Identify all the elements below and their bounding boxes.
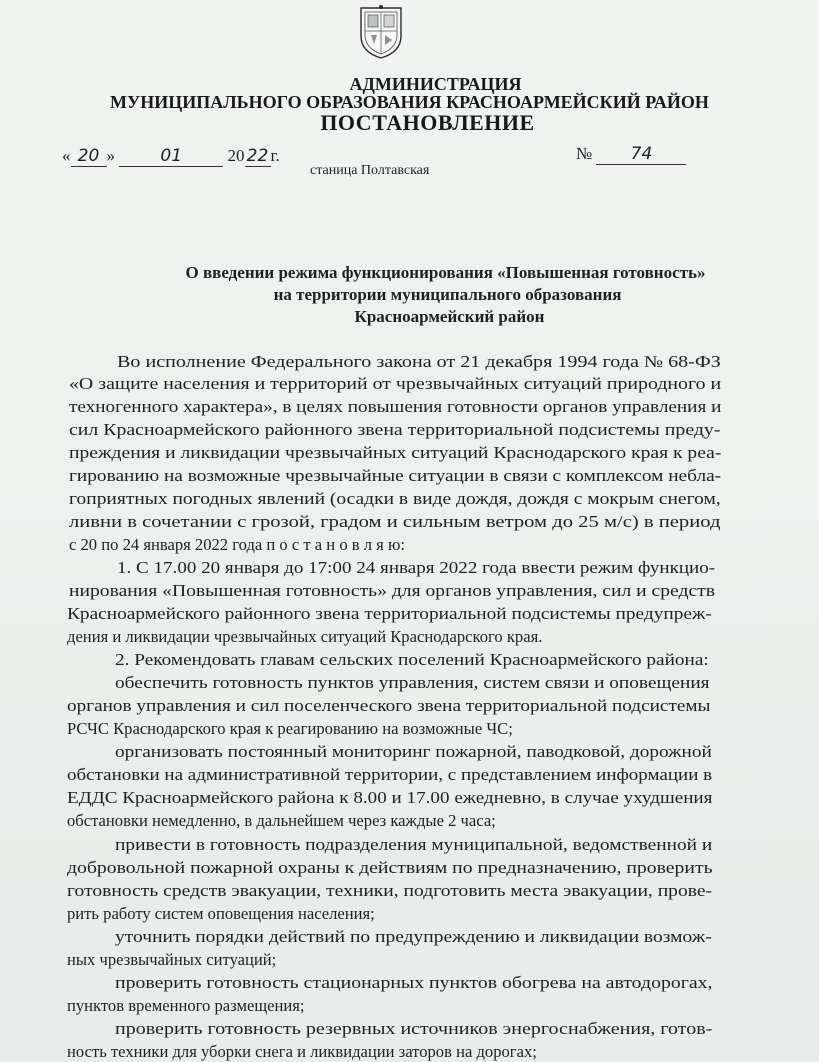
body-line-12: Красноармейского районного звена территориальной подсистемы предупреж-	[67, 604, 712, 623]
body-line-8: ливни в сочетании с грозой, градом и сильным ветром до 25 м/с) в период	[69, 512, 721, 531]
body-line-10: 1. С 17.00 20 января до 17:00 24 января 2022 года ввести режим функцио-	[117, 558, 716, 577]
header-document-type: ПОСТАНОВЛЕНИЕ	[320, 110, 535, 135]
body-line-4: сил Красноармейского районного звена территориальной подсистемы преду-	[69, 420, 721, 439]
body-line-14: 2. Рекомендовать главам сельских поселений Красноармейского района:	[115, 650, 709, 669]
body-line-7: гоприятных погодных явлений (осадки в виде дождя, дождя с мокрым снегом,	[69, 489, 721, 508]
body-line-28: проверить готовность стационарных пунктов обогрева на автодорогах,	[115, 973, 713, 992]
body-line-16: органов управления и сил поселенческого звена территориальной подсистемы	[67, 696, 711, 715]
body-line-1: Во исполнение Федерального закона от 21 декабря 1994 года № 68-ФЗ	[117, 352, 721, 371]
body-line-5: преждения и ликвидации чрезвычайных ситуаций Краснодарского края к реа-	[69, 443, 722, 462]
date-year-prefix: 20	[227, 146, 245, 165]
number-value: 74	[596, 144, 686, 165]
body-line-9: с 20 по 24 января 2022 года п о с т а н о в л я ю:	[69, 535, 405, 554]
header-administration: АДМИНИСТРАЦИЯ	[349, 74, 522, 94]
coat-of-arms-emblem	[357, 4, 405, 60]
title-line-3: Красноармейский район	[354, 307, 545, 326]
date-year-suffix: 22	[245, 146, 271, 167]
place-of-issue: станица Полтавская	[310, 163, 430, 178]
title-line-1: О введении режима функционирования «Повышенная готовность»	[185, 263, 706, 282]
number-sign: №	[576, 144, 593, 163]
body-line-18: организовать постоянный мониторинг пожарной, паводковой, дорожной	[115, 742, 712, 761]
body-line-31: ность техники для уборки снега и ликвидации заторов на дорогах;	[67, 1042, 537, 1061]
body-line-11: нирования «Повышенная готовность» для органов управления, сил и средств	[69, 581, 715, 600]
body-line-21: обстановки немедленно, в дальнейшем через каждые 2 часа;	[67, 811, 496, 830]
body-line-24: готовность средств эвакуации, техники, подготовить места эвакуации, прове-	[67, 881, 713, 900]
body-line-6: гированию на возможные чрезвычайные ситуации в связи с комплексом небла-	[69, 466, 722, 485]
body-line-20: ЕДДС Красноармейского района к 8.00 и 17.00 ежедневно, в случае ухудшения	[67, 788, 713, 807]
title-line-2: на территории муниципального образования	[273, 285, 622, 304]
body-line-13: дения и ликвидации чрезвычайных ситуаций Краснодарского края.	[67, 627, 543, 646]
body-line-27: ных чрезвычайных ситуаций;	[67, 950, 277, 969]
body-line-22: привести в готовность подразделения муниципальной, ведомственной и	[115, 835, 713, 854]
body-line-15: обеспечить готовность пунктов управления, систем связи и оповещения	[115, 673, 710, 692]
decree-date: « 20 » 01 20 22 г.	[62, 146, 280, 166]
body-line-3: техногенного характера», в целях повышения готовности органов управления и	[69, 397, 722, 416]
body-line-26: уточнить порядки действий по предупреждению и ликвидации возмож-	[115, 927, 712, 946]
body-line-30: проверить готовность резервных источников энергоснабжения, готов-	[115, 1019, 713, 1038]
date-month: 01	[119, 146, 223, 167]
body-line-2: «О защите населения и территорий от чрезвычайных ситуаций природного и	[69, 374, 722, 393]
header-municipality: МУНИЦИПАЛЬНОГО ОБРАЗОВАНИЯ КРАСНОАРМЕЙСКИЙ РАЙОН	[110, 92, 709, 112]
body-line-23: добровольной пожарной охраны к действиям по предназначению, проверить	[67, 858, 713, 877]
body-line-25: рить работу систем оповещения населения;	[67, 904, 375, 923]
body-line-17: РСЧС Краснодарского края к реагированию на возможные ЧС;	[67, 719, 513, 738]
decree-number	[576, 144, 686, 165]
body-line-19: обстановки на административной территории, с представлением информации в	[67, 765, 713, 784]
date-day: 20	[71, 146, 107, 167]
body-line-29: пунктов временного размещения;	[67, 996, 305, 1015]
date-year-letter: г.	[270, 146, 280, 165]
